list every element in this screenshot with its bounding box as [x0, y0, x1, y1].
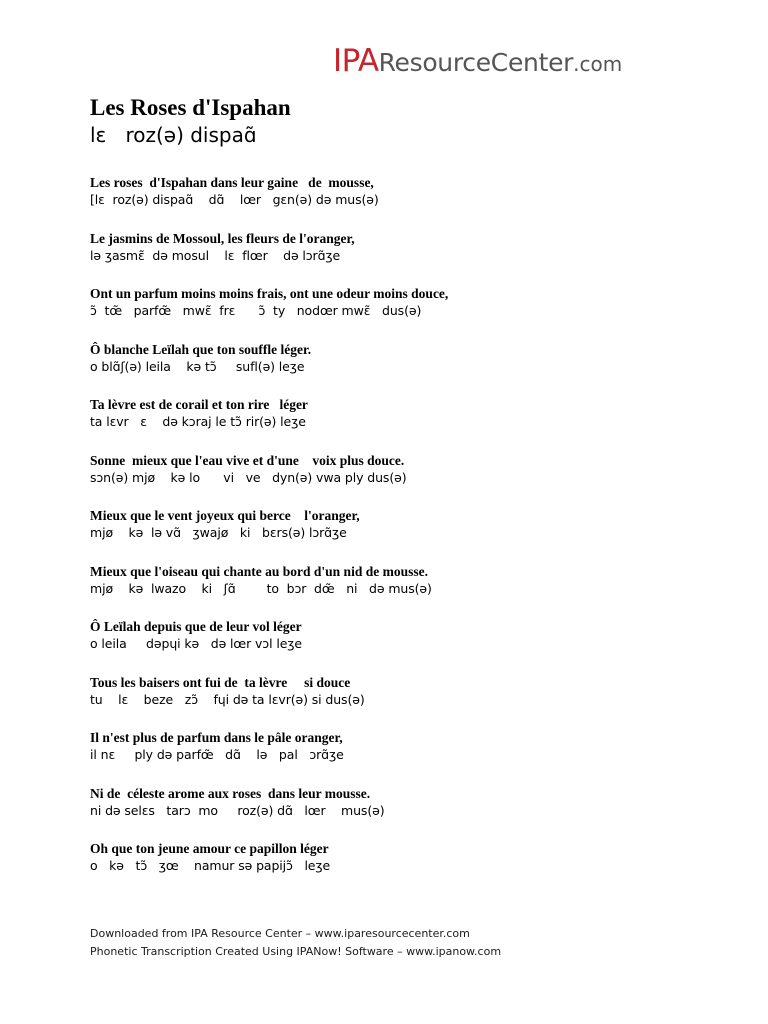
verse-french-line: Mieux que l'oiseau qui chante au bord d'un nid de mousse. — [90, 563, 428, 579]
verse-french-line: Ni de céleste arome aux roses dans leur mousse. — [90, 785, 371, 801]
verse-item — [90, 341, 730, 397]
verse-item — [90, 507, 730, 563]
verse-item — [90, 396, 730, 452]
verse-french-line: Ô Leïlah depuis que de leur vol léger — [90, 619, 302, 634]
logo-dotcom-text: .com — [573, 52, 623, 76]
verse-ipa-line: [lɛ roz(ə) dispaɑ̃ dɑ̃ lœr gɛn(ə) də mus(ə) — [90, 192, 379, 207]
verse-ipa-line: il nɛ ply də parfœ̃ dɑ̃ lə pal ɔrɑ̃ʒe — [90, 747, 344, 762]
verse-ipa-line: ta lɛvr ɛ də kɔraj le tɔ̃ rir(ə) leʒe — [90, 414, 306, 429]
verse-ipa-line: o blɑ̃ʃ(ə) leila kə tɔ̃ sufl(ə) leʒe — [90, 358, 305, 374]
verse-item — [90, 729, 730, 785]
verse-item — [90, 285, 730, 341]
verse-french-line: Il n'est plus de parfum dans le pâle oranger, — [90, 730, 343, 745]
logo-ipa-text: IPA — [333, 43, 379, 79]
verse-item — [90, 785, 730, 841]
verse-ipa-line: ɔ̃ tœ̃ parfœ̃ mwɛ̃ frɛ ɔ̃ ty nodœr mwɛ̃ dus(ə) — [90, 303, 422, 318]
verse-ipa-line: sɔn(ə) mjø kə lo vi ve dyn(ə) vwa ply dus(ə) — [90, 469, 407, 485]
verse-french-line: Ô blanche Leïlah que ton souffle léger. — [90, 341, 312, 357]
verse-french-line: Le jasmins de Mossoul, les fleurs de l'oranger, — [90, 230, 355, 246]
verse-item — [90, 452, 730, 508]
verse-french-line: Ta lèvre est de corail et ton rire léger — [90, 397, 308, 412]
verse-item — [90, 230, 730, 286]
verse-ipa-line: ni də selɛs tarɔ mo roz(ə) dɑ̃ lœr mus(ə) — [90, 802, 385, 818]
footer-download-credit: Downloaded from IPA Resource Center – www.iparesourcecenter.com — [90, 927, 470, 940]
verse-french-line: Les roses d'Ispahan dans leur gaine de mousse, — [90, 175, 374, 190]
verse-item — [90, 674, 730, 730]
logo-resource-center-text: ResourceCenter — [378, 48, 574, 77]
verse-ipa-line: o leila dəpɥi kə də lœr vɔl leʒe — [90, 636, 302, 651]
verse-ipa-line: lə ʒasmɛ̃ də mosul lɛ flœr də lɔrɑ̃ʒe — [90, 247, 341, 263]
verse-french-line: Oh que ton jeune amour ce papillon léger — [90, 841, 329, 856]
verse-ipa-line: mjø kə lə vɑ̃ ʒwajø ki bɛrs(ə) lɔrɑ̃ʒe — [90, 525, 347, 540]
verse-french-line: Tous les baisers ont fui de ta lèvre si douce — [90, 674, 351, 690]
verse-list — [90, 174, 730, 896]
verse-ipa-line: o kə tɔ̃ ʒœ namur sə papijɔ̃ leʒe — [90, 858, 331, 873]
verse-french-line: Sonne mieux que l'eau vive et d'une voix plus douce. — [90, 452, 405, 468]
verse-item — [90, 840, 730, 896]
site-logo — [333, 43, 623, 79]
footer-software-credit: Phonetic Transcription Created Using IPANow! Software – www.ipanow.com — [90, 945, 502, 958]
verse-item — [90, 174, 730, 230]
page-title: Les Roses d'Ispahan — [90, 95, 291, 120]
verse-ipa-line: mjø kə lwazo ki ʃɑ̃ to bɔr dœ̃ ni də mus(ə) — [90, 580, 432, 596]
title-ipa-transcription: lɛ roz(ə) dispaɑ̃ — [90, 123, 257, 147]
page-footer — [90, 925, 501, 961]
verse-item — [90, 618, 730, 674]
verse-ipa-line: tu lɛ beze zɔ̃ fɥi də ta lɛvr(ə) si dus(ə) — [90, 691, 365, 707]
verse-french-line: Ont un parfum moins moins frais, ont une odeur moins douce, — [90, 286, 449, 301]
verse-item — [90, 563, 730, 619]
verse-french-line: Mieux que le vent joyeux qui berce l'oranger, — [90, 508, 360, 523]
